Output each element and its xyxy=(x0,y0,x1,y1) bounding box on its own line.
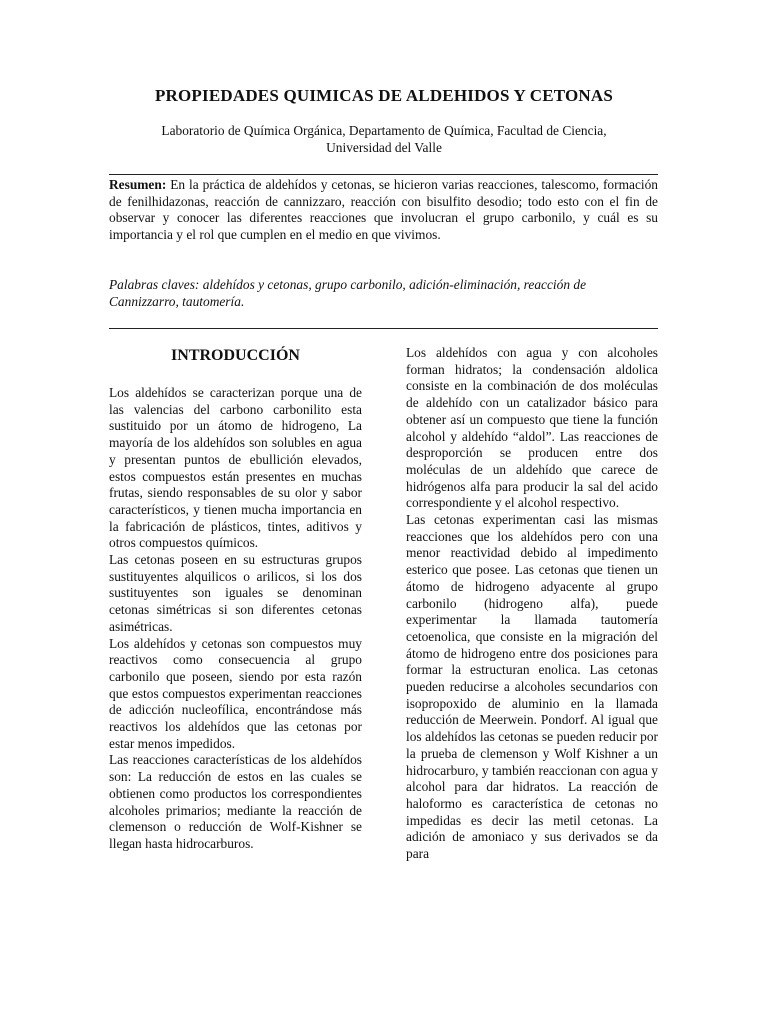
top-divider xyxy=(109,174,658,175)
affiliation-line-1: Laboratorio de Química Orgánica, Departamento de Química, Facultad de Ciencia, xyxy=(161,123,607,138)
body-paragraph: Los aldehídos y cetonas son compuestos muy reactivos como consecuencia al grupo carbonilo que poseen, siendo por esta razón que estos compuestos experimentan reacciones de adicción nucleofílica, encontrándose más reactivos los aldehídos que las cetonas por estar menos impedidos. xyxy=(109,635,362,751)
body-paragraph: Las cetonas experimentan casi las mismas reacciones que los aldehídos pero con una menor reactividad debido al impedimento esterico que posee. Las cetonas que tienen un átomo de hidrogeno adyacente al grupo carbonilo (hidrogeno alfa), puede experimentar la llamada tautomería cetoenolica, que consiste en la migración del átomo de hidrogeno entre dos posiciones para formar la estructuran enolica. Las cetonas pueden reducirse a alcoholes secundarios con isopropoxido de aluminio en la llamada reducción de Meerwein. Pondorf. Al igual que los aldehídos las cetonas se pueden reducir por la prueba de clemenson y Wolf Kishner a un hidrocarburo, y también reaccionan con agua y alcohol para dar hidratos. La reacción de haloformo es característica de cetonas no impedidas es decir las metil cetonas. La adición de amoniaco y sus derivados se da para xyxy=(406,512,658,862)
affiliation xyxy=(100,122,668,156)
paper-title: PROPIEDADES QUIMICAS DE ALDEHIDOS Y CETONAS xyxy=(154,86,614,105)
keywords: Palabras claves: aldehídos y cetonas, grupo carbonilo, adición-eliminación, reacción de Cannizzarro, tautomería. xyxy=(109,277,587,309)
abstract xyxy=(109,177,658,243)
bottom-divider xyxy=(109,328,658,329)
abstract-label: Resumen: xyxy=(109,177,167,192)
abstract-text: En la práctica de aldehídos y cetonas, se hicieron varias reacciones, talescomo, formación de fenilhidazonas, reacción de cannizzaro, reacción con bisulfito desodio; todo esto con el fin de observar y conocer las diferentes reacciones que involucran el grupo carbonilo, y cuál es su importancia y el rol que cumplen en el medio en que vivimos. xyxy=(109,177,658,242)
body-paragraph: Las cetonas poseen en su estructuras grupos sustituyentes alquilicos o arilicos, si los dos sustituyentes son iguales se denominan cetonas simétricas si son diferentes cetonas asimétricas. xyxy=(109,552,362,634)
left-column xyxy=(109,385,362,853)
body-paragraph: Los aldehídos con agua y con alcoholes forman hidratos; la condensación aldolica consiste en la combinación de dos moléculas de aldehído con un catalizador básico para obtener así un compuesto que tiene la función alcohol y aldehído “aldol”. Las reacciones de desproporción se producen entre dos moléculas de un aldehído que carece de hidrógenos alfa para producir la sal del acido correspondiente y el alcohol respectivo. xyxy=(406,345,658,511)
affiliation-line-2: Universidad del Valle xyxy=(326,140,442,155)
body-paragraph: Los aldehídos se caracterizan porque una de las valencias del carbono carbonilito esta sustituido por un átomo de hidrogeno, La mayoría de los aldehídos son solubles en agua y presentan puntos de ebullición elevados, estos compuestos están presentes en muchas frutas, siendo responsables de su olor y sabor característicos, y tienen mucha importancia en la fabricación de plásticos, tintes, aditivos y otros compuestos químicos. xyxy=(109,385,362,551)
section-heading-introduccion: INTRODUCCIÓN xyxy=(171,347,300,364)
right-column xyxy=(406,345,658,863)
body-paragraph: Las reacciones características de los aldehídos son: La reducción de estos en las cuales se obtienen como productos los correspondientes alcoholes primarios; mediante la reacción de clemenson o reducción de Wolf-Kishner se llegan hasta hidrocarburos. xyxy=(109,752,362,851)
